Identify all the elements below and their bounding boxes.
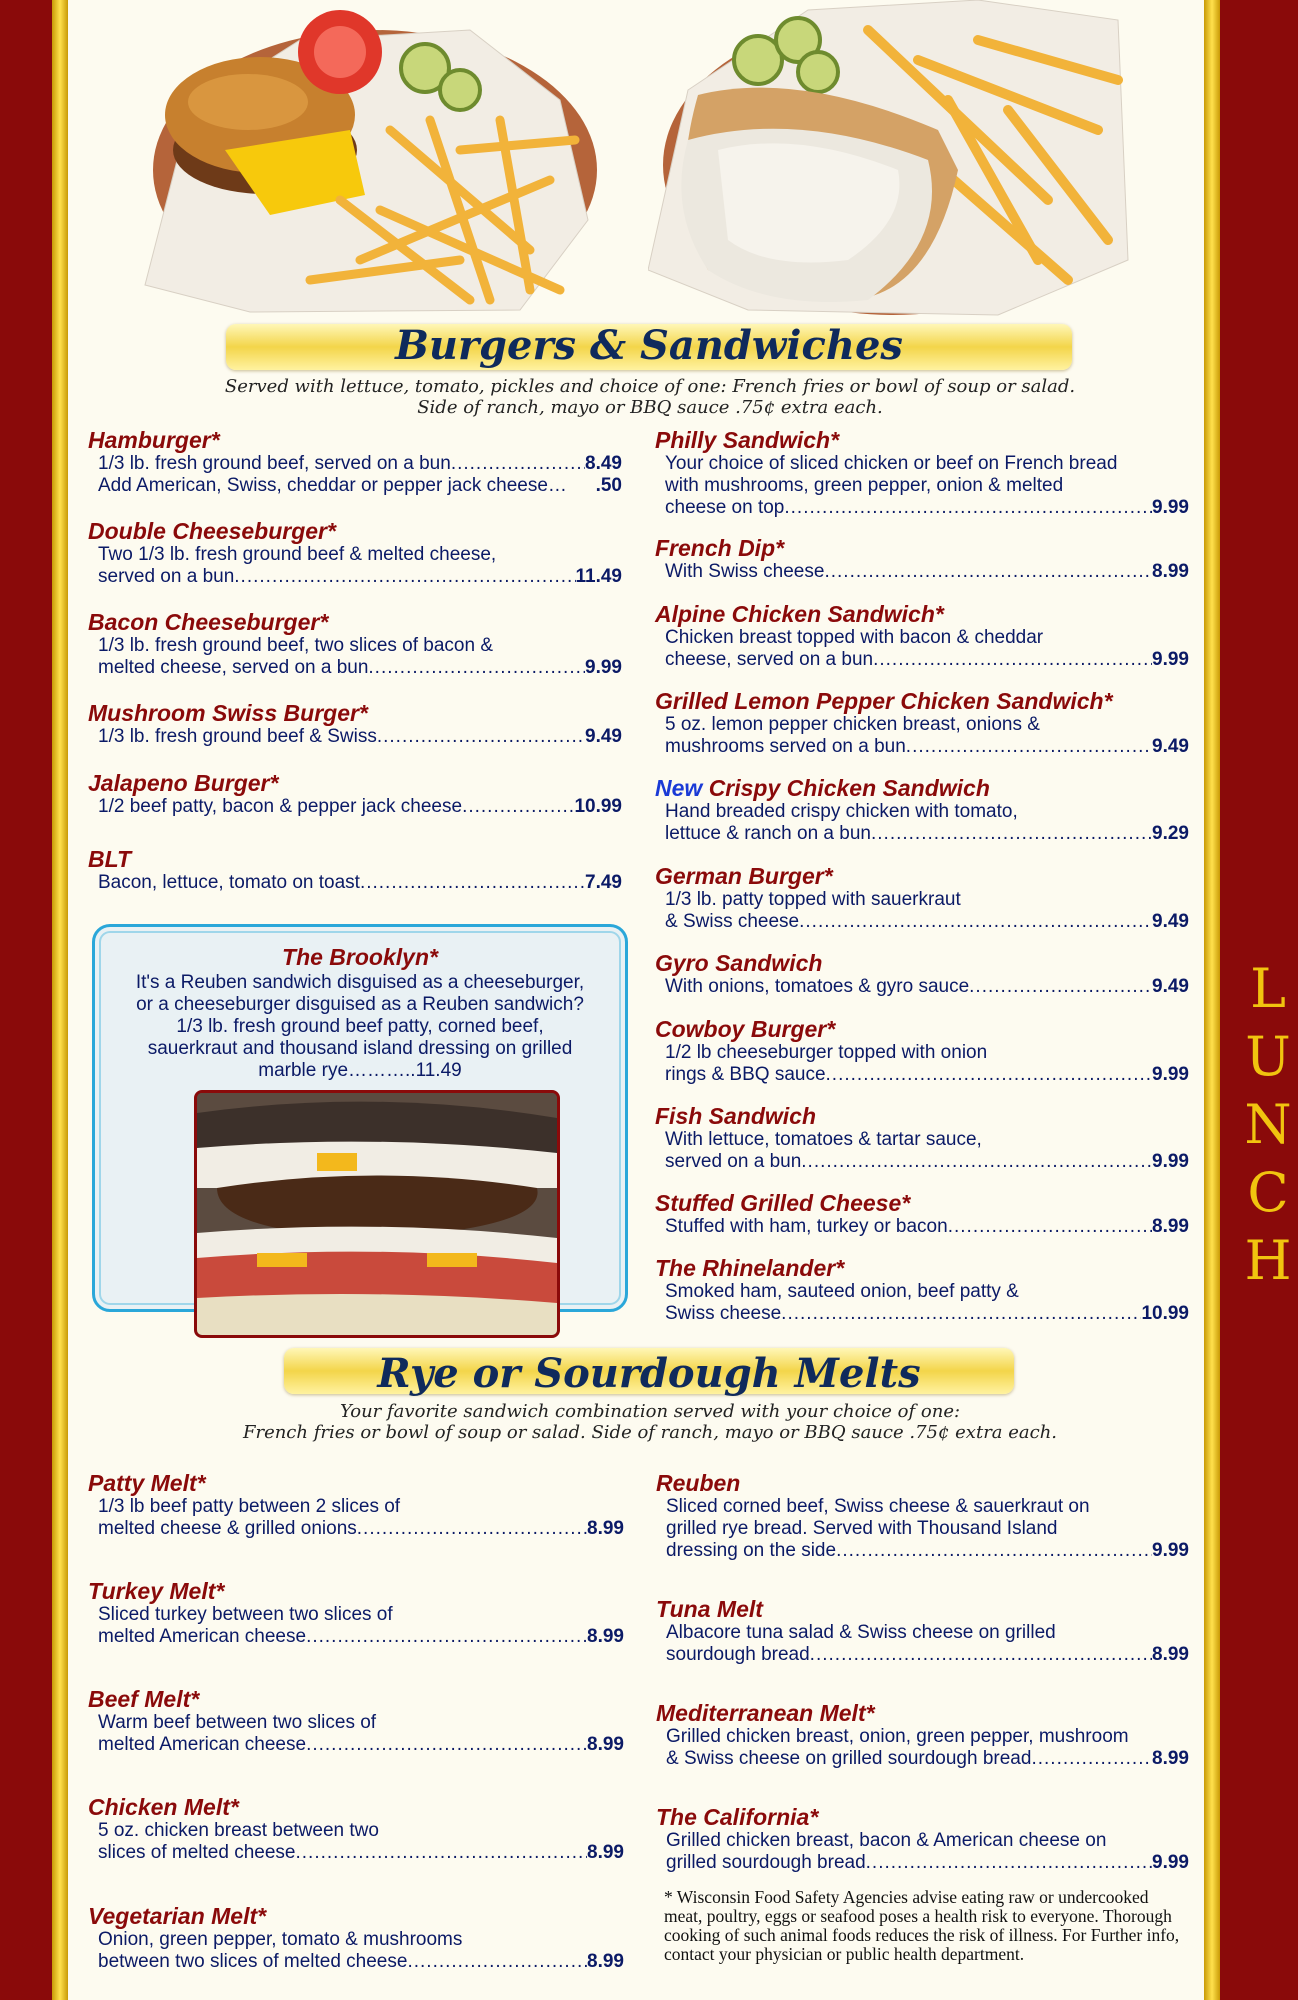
melts-title: Rye or Sourdough Melts [377, 1350, 921, 1397]
item-desc-line: lettuce & ranch on a bun [665, 823, 871, 844]
menu-item-beef-melt [88, 1686, 624, 1756]
menu-item-fish-sandwich [655, 1103, 1189, 1173]
item-name: Mushroom Swiss Burger* [88, 700, 368, 726]
melts-served-note: Your favorite sandwich combination served with your choice of one: French fries or bowl of soup or salad. Side of ranch, mayo or BBQ sauce .75¢ extra each. [242, 1401, 1058, 1443]
menu-item-chicken-melt [88, 1794, 624, 1864]
brooklyn-line: marble rye………..11.49 [258, 1060, 462, 1081]
item-name: Bacon Cheeseburger* [88, 609, 329, 635]
item-desc-line: melted American cheese [98, 1626, 307, 1647]
brooklyn-name: The Brooklyn* [282, 944, 438, 970]
item-desc-line: melted cheese & grilled onions [98, 1518, 357, 1539]
item-desc-line: Swiss cheese [665, 1303, 782, 1324]
menu-item-bacon-cheeseburger [88, 609, 622, 679]
item-desc-line: cheese on top [665, 497, 785, 518]
item-price: 9.99 [1152, 1151, 1189, 1172]
item-name: Alpine Chicken Sandwich* [655, 601, 944, 627]
menu-item-french-dip [655, 535, 1189, 583]
item-desc-line: melted American cheese [98, 1734, 307, 1755]
item-desc-line: 5 oz. chicken breast between two [98, 1820, 379, 1841]
item-desc-line: 5 oz. lemon pepper chicken breast, onions & [665, 714, 1040, 735]
item-price: 11.49 [575, 566, 622, 587]
item-desc-line: Grilled chicken breast, onion, green pepper, mushroom [666, 1726, 1129, 1747]
item-name: Beef Melt* [88, 1686, 200, 1712]
side-letter: H [1244, 1229, 1292, 1292]
item-desc-line: 1/3 lb. fresh ground beef & Swiss [98, 726, 377, 747]
lunch-side-label [1228, 955, 1298, 1295]
item-name: Mediterranean Melt* [656, 1700, 875, 1726]
item-desc-line: served on a bun [98, 566, 235, 587]
item-name: German Burger* [655, 863, 833, 889]
item-price: 9.99 [1152, 1852, 1189, 1873]
item-name: Jalapeno Burger* [88, 770, 279, 796]
item-desc-line: Two 1/3 lb. fresh ground beef & melted cheese, [98, 544, 497, 565]
new-badge: New [655, 775, 703, 801]
philly-fries-photo [648, 0, 1134, 322]
menu-item-hamburger [88, 427, 622, 497]
menu-item-mediterranean-melt [656, 1700, 1189, 1770]
item-extra: Add American, Swiss, cheddar or pepper jack cheese… [98, 475, 567, 496]
item-desc-line: dressing on the side [666, 1540, 837, 1561]
item-desc-line: Grilled chicken breast, bacon & American cheese on [666, 1830, 1107, 1851]
item-name: Fish Sandwich [655, 1103, 817, 1129]
menu-item-vegetarian-melt [88, 1903, 624, 1973]
menu-item-patty-melt [88, 1470, 624, 1540]
brooklyn-line: sauerkraut and thousand island dressing on grilled [147, 1038, 573, 1059]
item-desc-line: Onion, green pepper, tomato & mushrooms [98, 1929, 463, 1950]
item-desc-line: Sliced turkey between two slices of [98, 1604, 393, 1625]
side-letter: N [1244, 1093, 1292, 1156]
menu-item-gyro-sandwich [655, 950, 1189, 998]
item-price: 9.99 [1152, 649, 1189, 670]
side-letter: L [1250, 957, 1286, 1020]
burgers-title: Burgers & Sandwiches [395, 322, 903, 369]
item-price: 9.29 [1152, 823, 1189, 844]
item-desc-line: mushrooms served on a bun [665, 736, 906, 757]
menu-item-mushroom-swiss-burger [88, 700, 622, 748]
item-price: 8.99 [587, 1734, 624, 1755]
item-name: Reuben [656, 1470, 741, 1496]
item-name: The California* [656, 1804, 819, 1830]
item-desc-line: Smoked ham, sauteed onion, beef patty & [665, 1281, 1019, 1302]
brooklyn-line: 1/3 lb. fresh ground beef patty, corned beef, [176, 1016, 544, 1037]
item-price: 9.49 [1152, 911, 1189, 932]
item-price: 9.99 [1152, 1064, 1189, 1085]
item-price: 9.49 [585, 726, 622, 747]
item-name: Hamburger* [88, 427, 220, 453]
menu-item-reuben [656, 1470, 1189, 1562]
menu-item-cowboy-burger [655, 1016, 1189, 1086]
item-desc-line: & Swiss cheese on grilled sourdough bread [666, 1748, 1032, 1769]
side-letter: U [1245, 1025, 1291, 1088]
item-desc-line: With lettuce, tomatoes & tartar sauce, [665, 1129, 982, 1150]
item-price: 8.99 [1152, 1644, 1189, 1665]
item-name: Vegetarian Melt* [88, 1903, 267, 1929]
item-desc-line: Chicken breast topped with bacon & cheddar [665, 627, 1044, 648]
menu-item-crispy-chicken-sandwich [655, 775, 1189, 845]
item-price: 8.99 [1152, 1216, 1189, 1237]
item-name: Tuna Melt [656, 1596, 763, 1622]
brooklyn-photo [194, 1090, 560, 1338]
menu-item-philly-sandwich [655, 427, 1189, 519]
item-name: Gyro Sandwich [655, 950, 823, 976]
item-desc-line: served on a bun [665, 1151, 802, 1172]
item-desc-line: between two slices of melted cheese [98, 1951, 408, 1972]
item-name: Patty Melt* [88, 1470, 206, 1496]
item-price: 10.99 [1141, 1303, 1189, 1324]
item-desc-line: 1/3 lb beef patty between 2 slices of [98, 1496, 401, 1517]
item-desc-line: Your choice of sliced chicken or beef on French bread [665, 453, 1118, 474]
item-name: French Dip* [655, 535, 785, 561]
burgers-served-note: Served with lettuce, tomato, pickles and choice of one: French fries or bowl of soup or salad. Side of ranch, mayo or BBQ sauce .75¢ extra each. [224, 376, 1076, 418]
item-name: Stuffed Grilled Cheese* [655, 1190, 911, 1216]
menu-item-turkey-melt [88, 1578, 624, 1648]
menu-item-jalapeno-burger [88, 770, 622, 818]
item-desc-line: grilled sourdough bread [666, 1852, 866, 1873]
item-desc-line: Hand breaded crispy chicken with tomato, [665, 801, 1018, 822]
item-price: 10.99 [574, 796, 622, 817]
brooklyn-description [92, 972, 628, 1082]
item-price: 9.99 [1152, 1540, 1189, 1561]
item-extra-price: .50 [595, 475, 622, 496]
menu-item-stuffed-grilled-cheese [655, 1190, 1189, 1238]
right-gold-border [1204, 0, 1220, 2000]
item-desc-line: 1/3 lb. patty topped with sauerkraut [665, 889, 961, 910]
menu-item-tuna-melt [656, 1596, 1189, 1666]
item-desc-line: Albacore tuna salad & Swiss cheese on grilled [666, 1622, 1056, 1643]
left-gold-border [52, 0, 68, 2000]
item-desc-line: grilled rye bread. Served with Thousand Island [666, 1518, 1058, 1539]
item-desc-line: with mushrooms, green pepper, onion & melted [665, 475, 1064, 496]
item-name: Turkey Melt* [88, 1578, 225, 1604]
item-desc-line: slices of melted cheese [98, 1842, 296, 1863]
item-name: BLT [88, 846, 132, 872]
item-name: Philly Sandwich* [655, 427, 840, 453]
item-name: Double Cheeseburger* [88, 518, 336, 544]
side-letter: C [1247, 1161, 1289, 1224]
menu-item-german-burger [655, 863, 1189, 933]
item-desc-line: Stuffed with ham, turkey or bacon [665, 1216, 948, 1237]
item-desc-line: melted cheese, served on a bun [98, 657, 369, 678]
item-price: 8.99 [587, 1951, 624, 1972]
item-price: 9.99 [1152, 497, 1189, 518]
item-desc-line: Sliced corned beef, Swiss cheese & sauerkraut on [666, 1496, 1090, 1517]
item-price: 8.99 [587, 1518, 624, 1539]
item-desc-line: Warm beef between two slices of [98, 1712, 377, 1733]
menu-item-alpine-chicken-sandwich [655, 601, 1189, 671]
item-desc-line: 1/3 lb. fresh ground beef, two slices of bacon & [98, 635, 494, 656]
burger-fries-photo [130, 0, 600, 322]
item-price: 8.99 [1152, 1748, 1189, 1769]
item-desc-line: With Swiss cheese [665, 561, 825, 582]
item-price: 8.99 [587, 1626, 624, 1647]
item-desc-line: 1/3 lb. fresh ground beef, served on a bun [98, 453, 451, 474]
menu-item-rhinelander [655, 1255, 1189, 1325]
item-name: Cowboy Burger* [655, 1016, 836, 1042]
item-price: 8.99 [587, 1842, 624, 1863]
brooklyn-line: It's a Reuben sandwich disguised as a cheeseburger, [135, 972, 585, 993]
menu-item-lemon-pepper-chicken [655, 688, 1189, 758]
item-price: 9.49 [1152, 736, 1189, 757]
item-desc-line: 1/2 beef patty, bacon & pepper jack cheese [98, 796, 463, 817]
item-name: Chicken Melt* [88, 1794, 239, 1820]
item-price: 8.99 [1152, 561, 1189, 582]
item-desc-line: With onions, tomatoes & gyro sauce [665, 976, 970, 997]
menu-item-double-cheeseburger [88, 518, 622, 588]
item-name: The Rhinelander* [655, 1255, 845, 1281]
item-price: 9.49 [1152, 976, 1189, 997]
item-desc-line: & Swiss cheese [665, 911, 800, 932]
brooklyn-line: or a cheeseburger disguised as a Reuben sandwich? [136, 994, 584, 1015]
item-price: 7.49 [585, 872, 622, 893]
item-desc-line: Bacon, lettuce, tomato on toast [98, 872, 360, 893]
menu-item-blt [88, 846, 622, 894]
item-price: 8.49 [585, 453, 622, 474]
food-safety-disclaimer: * Wisconsin Food Safety Agencies advise eating raw or undercooked meat, poultry, eggs or seafood poses a health risk to everyone. Thorough cooking of such animal foods reduces the risk of illness. For Further info, contact your physician or public health department. [664, 1887, 1180, 1964]
item-desc-line: 1/2 lb cheeseburger topped with onion [665, 1042, 988, 1063]
item-name: Crispy Chicken Sandwich [708, 775, 990, 801]
item-price: 9.99 [585, 657, 622, 678]
item-desc-line: cheese, served on a bun [665, 649, 874, 670]
item-name: Grilled Lemon Pepper Chicken Sandwich* [655, 688, 1113, 714]
item-desc-line: rings & BBQ sauce [665, 1064, 826, 1085]
menu-item-the-california [656, 1804, 1189, 1874]
item-desc-line: sourdough bread [666, 1644, 810, 1665]
